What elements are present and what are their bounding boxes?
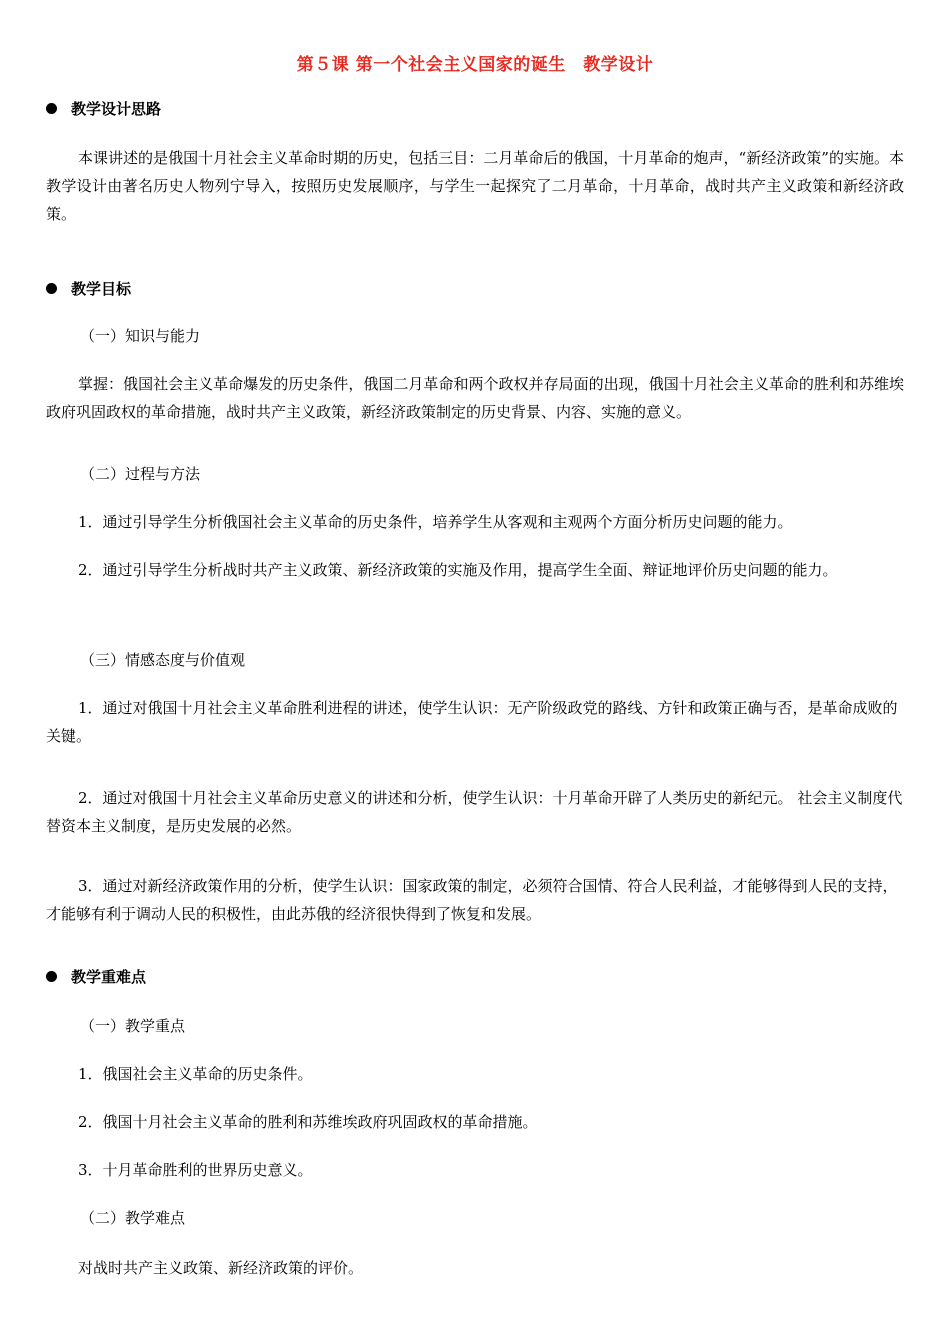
values-item-2: 2．通过对俄国十月社会主义革命历史意义的讲述和分析，使学生认识：十月革命开辟了人类历史的新纪元。 社会主义制度代替资本主义制度，是历史发展的必然。 [46, 789, 903, 835]
subheading-knowledge: （一）知识与能力 [80, 327, 201, 345]
values-item-1: 1．通过对俄国十月社会主义革命胜利进程的讲述，使学生认识：无产阶级政党的路线、方针和政策正确与否，是革命成败的关键。 [46, 699, 898, 745]
process-item-2: 2．通过引导学生分析战时共产主义政策、新经济政策的实施及作用，提高学生全面、辩证地评价历史问题的能力。 [78, 561, 838, 579]
subheading-focus: （一）教学重点 [80, 1017, 186, 1035]
focus-item-3: 3．十月革命胜利的世界历史意义。 [78, 1161, 313, 1179]
document-title: 第５课 第一个社会主义国家的诞生 教学设计 [296, 55, 654, 75]
section-heading-objectives: 教学目标 [46, 278, 131, 299]
difficulty-paragraph: 对战时共产主义政策、新经济政策的评价。 [78, 1259, 364, 1277]
design-idea-paragraph: 本课讲述的是俄国十月社会主义革命时期的历史，包括三目：二月革命后的俄国，十月革命的炮声，“新经济政策”的实施。本教学设计由著名历史人物列宁导入，按照历史发展顺序，与学生一起探究了二月革命，十月革命，战时共产主义政策和新经济政策。 [46, 149, 904, 223]
values-item-3: 3．通过对新经济政策作用的分析，使学生认识：国家政策的制定，必须符合国情、符合人民利益，才能够得到人民的支持，才能够有利于调动人民的积极性，由此苏俄的经济很快得到了恢复和发展。 [46, 877, 898, 923]
bullet-icon [46, 283, 57, 294]
bullet-icon [46, 103, 57, 114]
subheading-process: （二）过程与方法 [80, 465, 201, 483]
bullet-icon [46, 971, 57, 982]
section-heading-key-points: 教学重难点 [46, 966, 146, 987]
focus-item-2: 2．俄国十月社会主义革命的胜利和苏维埃政府巩固政权的革命措施。 [78, 1113, 538, 1131]
subheading-values: （三）情感态度与价值观 [80, 651, 246, 669]
subheading-difficulty: （二）教学难点 [80, 1209, 186, 1227]
knowledge-paragraph: 掌握：俄国社会主义革命爆发的历史条件，俄国二月革命和两个政权并存局面的出现，俄国十月社会主义革命的胜利和苏维埃政府巩固政权的革命措施，战时共产主义政策，新经济政策制定的历史背景、内容、实施的意义。 [46, 375, 904, 421]
focus-item-1: 1．俄国社会主义革命的历史条件。 [78, 1065, 313, 1083]
process-item-1: 1．通过引导学生分析俄国社会主义革命的历史条件，培养学生从客观和主观两个方面分析历史问题的能力。 [78, 513, 793, 531]
section-heading-design-idea: 教学设计思路 [46, 98, 161, 119]
